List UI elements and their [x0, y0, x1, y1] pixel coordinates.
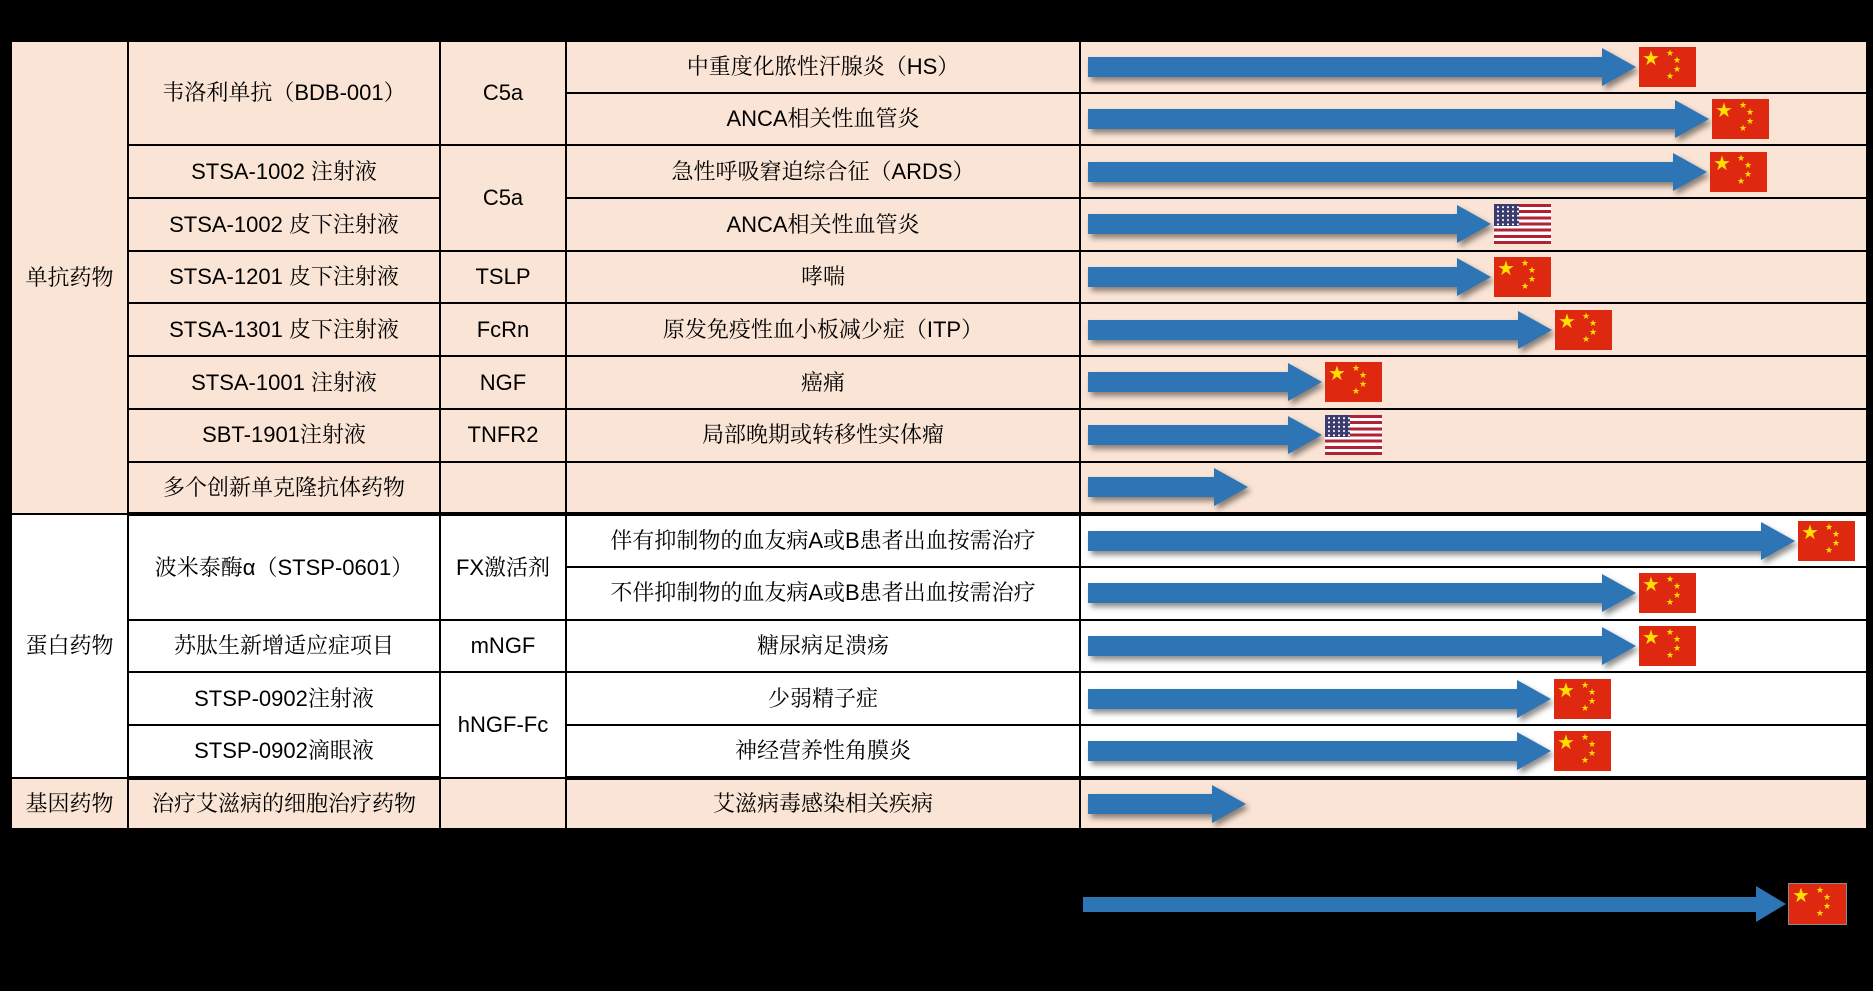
arrow-shaft — [1088, 531, 1761, 551]
arrow-shaft — [1088, 162, 1673, 182]
arrow-shaft — [1088, 425, 1288, 445]
arrow-head-icon — [1761, 522, 1795, 560]
indication-cell: 癌痛 — [566, 356, 1080, 409]
flag-icon: ★ ★ ★ ★ ★ — [1639, 47, 1696, 87]
progress-cell — [1080, 514, 1868, 567]
progress-cell — [1080, 198, 1868, 251]
progress-cell — [1080, 145, 1868, 198]
table-row — [10, 620, 1868, 673]
progress-arrow — [1088, 731, 1551, 771]
table-row — [10, 356, 1868, 409]
flag-icon: ★ ★ ★ ★ ★ — [1798, 521, 1855, 561]
drug-cell: STSA-1002 注射液 — [128, 145, 440, 198]
indication-cell: 艾滋病毒感染相关疾病 — [566, 778, 1080, 831]
target-cell: hNGF-Fc — [440, 672, 566, 777]
arrow-head-icon — [1212, 785, 1246, 823]
arrow-shaft — [1088, 57, 1602, 77]
flag-icon: ★ ★ ★ ★ ★ — [1554, 731, 1611, 771]
arrow-head-icon — [1288, 363, 1322, 401]
legend-area — [1083, 884, 1846, 924]
progress-arrow — [1088, 47, 1636, 87]
progress-cell — [1080, 409, 1868, 462]
progress-cell — [1080, 303, 1868, 356]
drug-cell: 苏肽生新增适应症项目 — [128, 620, 440, 673]
indication-cell: 原发免疫性血小板减少症（ITP） — [566, 303, 1080, 356]
arrow-head-icon — [1517, 680, 1551, 718]
arrow-shaft — [1088, 741, 1517, 761]
indication-cell: 局部晚期或转移性实体瘤 — [566, 409, 1080, 462]
flag-icon: ★ ★ ★ ★ ★ — [1710, 152, 1767, 192]
progress-cell — [1080, 356, 1868, 409]
progress-arrow — [1088, 521, 1795, 561]
arrow-shaft — [1088, 372, 1288, 392]
drug-cell: STSA-1201 皮下注射液 — [128, 251, 440, 304]
target-cell — [440, 462, 566, 515]
progress-cell — [1080, 672, 1868, 725]
target-cell: C5a — [440, 40, 566, 145]
table-row — [10, 303, 1868, 356]
target-cell: TNFR2 — [440, 409, 566, 462]
progress-arrow — [1088, 152, 1707, 192]
flag-icon: ★ ★ ★ ★ ★ — [1494, 257, 1551, 297]
flag-icon: ★ ★ ★ ★ ★ — [1639, 573, 1696, 613]
table-row — [10, 409, 1868, 462]
legend-arrow — [1083, 886, 1786, 922]
flag-icon: ★ ★ ★ ★ ★ — [1639, 626, 1696, 666]
indication-cell: 哮喘 — [566, 251, 1080, 304]
flag-icon: ★ ★ ★ ★ ★ — [1555, 310, 1612, 350]
arrow-head-icon — [1457, 205, 1491, 243]
arrow-shaft — [1088, 214, 1457, 234]
drug-cell: STSA-1002 皮下注射液 — [128, 198, 440, 251]
indication-cell: 急性呼吸窘迫综合征（ARDS） — [566, 145, 1080, 198]
table-row — [10, 778, 1868, 831]
progress-arrow — [1088, 467, 1248, 507]
arrow-head-icon — [1288, 416, 1322, 454]
arrow-shaft — [1083, 897, 1756, 912]
table-row — [10, 40, 1868, 93]
arrow-shaft — [1088, 267, 1457, 287]
arrow-shaft — [1088, 477, 1214, 497]
target-cell: NGF — [440, 356, 566, 409]
arrow-head-icon — [1602, 574, 1636, 612]
indication-cell: ANCA相关性血管炎 — [566, 93, 1080, 146]
table-row — [10, 514, 1868, 567]
indication-cell: 少弱精子症 — [566, 672, 1080, 725]
progress-arrow — [1088, 679, 1551, 719]
indication-cell — [566, 462, 1080, 515]
indication-cell: 中重度化脓性汗腺炎（HS） — [566, 40, 1080, 93]
progress-arrow — [1088, 204, 1491, 244]
indication-cell: 糖尿病足溃疡 — [566, 620, 1080, 673]
legend-flag-icon: ★ ★ ★ ★ ★ — [1789, 884, 1846, 924]
arrow-head-icon — [1518, 311, 1552, 349]
target-cell: C5a — [440, 145, 566, 250]
category-cell: 基因药物 — [10, 778, 128, 831]
progress-arrow — [1088, 99, 1709, 139]
progress-cell — [1080, 251, 1868, 304]
category-cell: 蛋白药物 — [10, 514, 128, 777]
arrow-shaft — [1088, 689, 1517, 709]
drug-cell: STSA-1001 注射液 — [128, 356, 440, 409]
drug-cell: STSP-0902滴眼液 — [128, 725, 440, 778]
progress-cell — [1080, 725, 1868, 778]
progress-cell — [1080, 620, 1868, 673]
drug-cell: STSA-1301 皮下注射液 — [128, 303, 440, 356]
flag-icon: ★ ★ ★ ★ ★ — [1325, 362, 1382, 402]
table-row — [10, 672, 1868, 725]
table-row — [10, 462, 1868, 515]
top-black-band — [0, 0, 1873, 38]
target-cell: mNGF — [440, 620, 566, 673]
drug-cell: STSP-0902注射液 — [128, 672, 440, 725]
target-cell: FcRn — [440, 303, 566, 356]
arrow-head-icon — [1673, 153, 1707, 191]
target-cell — [440, 778, 566, 831]
category-cell: 单抗药物 — [10, 40, 128, 514]
drug-cell: SBT-1901注射液 — [128, 409, 440, 462]
arrow-head-icon — [1457, 258, 1491, 296]
arrow-head-icon — [1756, 886, 1786, 922]
progress-arrow — [1088, 626, 1636, 666]
arrow-shaft — [1088, 109, 1675, 129]
progress-arrow — [1088, 310, 1552, 350]
indication-cell: 伴有抑制物的血友病A或B患者出血按需治疗 — [566, 514, 1080, 567]
arrow-shaft — [1088, 636, 1602, 656]
arrow-head-icon — [1675, 100, 1709, 138]
progress-arrow — [1088, 415, 1322, 455]
flag-icon — [1325, 415, 1382, 455]
progress-arrow — [1088, 362, 1322, 402]
arrow-head-icon — [1602, 627, 1636, 665]
drug-cell: 多个创新单克隆抗体药物 — [128, 462, 440, 515]
table-row — [10, 725, 1868, 778]
arrow-shaft — [1088, 320, 1518, 340]
target-cell: FX激活剂 — [440, 514, 566, 619]
progress-cell — [1080, 567, 1868, 620]
drug-cell: 治疗艾滋病的细胞治疗药物 — [128, 778, 440, 831]
target-cell: TSLP — [440, 251, 566, 304]
drug-cell: 韦洛利单抗（BDB-001） — [128, 40, 440, 145]
flag-icon — [1494, 204, 1551, 244]
table-row — [10, 145, 1868, 198]
progress-cell — [1080, 40, 1868, 93]
progress-arrow — [1088, 257, 1491, 297]
flag-icon: ★ ★ ★ ★ ★ — [1554, 679, 1611, 719]
indication-cell: 不伴抑制物的血友病A或B患者出血按需治疗 — [566, 567, 1080, 620]
table-row — [10, 251, 1868, 304]
progress-cell — [1080, 93, 1868, 146]
progress-cell — [1080, 462, 1868, 515]
progress-arrow — [1088, 784, 1246, 824]
pipeline-table — [8, 38, 1870, 832]
table-row — [10, 198, 1868, 251]
arrow-head-icon — [1517, 732, 1551, 770]
indication-cell: ANCA相关性血管炎 — [566, 198, 1080, 251]
arrow-head-icon — [1602, 48, 1636, 86]
flag-icon: ★ ★ ★ ★ ★ — [1712, 99, 1769, 139]
drug-cell: 波米泰酶α（STSP-0601） — [128, 514, 440, 619]
arrow-shaft — [1088, 583, 1602, 603]
indication-cell: 神经营养性角膜炎 — [566, 725, 1080, 778]
arrow-head-icon — [1214, 468, 1248, 506]
progress-cell — [1080, 778, 1868, 831]
arrow-shaft — [1088, 794, 1212, 814]
progress-arrow — [1088, 573, 1636, 613]
